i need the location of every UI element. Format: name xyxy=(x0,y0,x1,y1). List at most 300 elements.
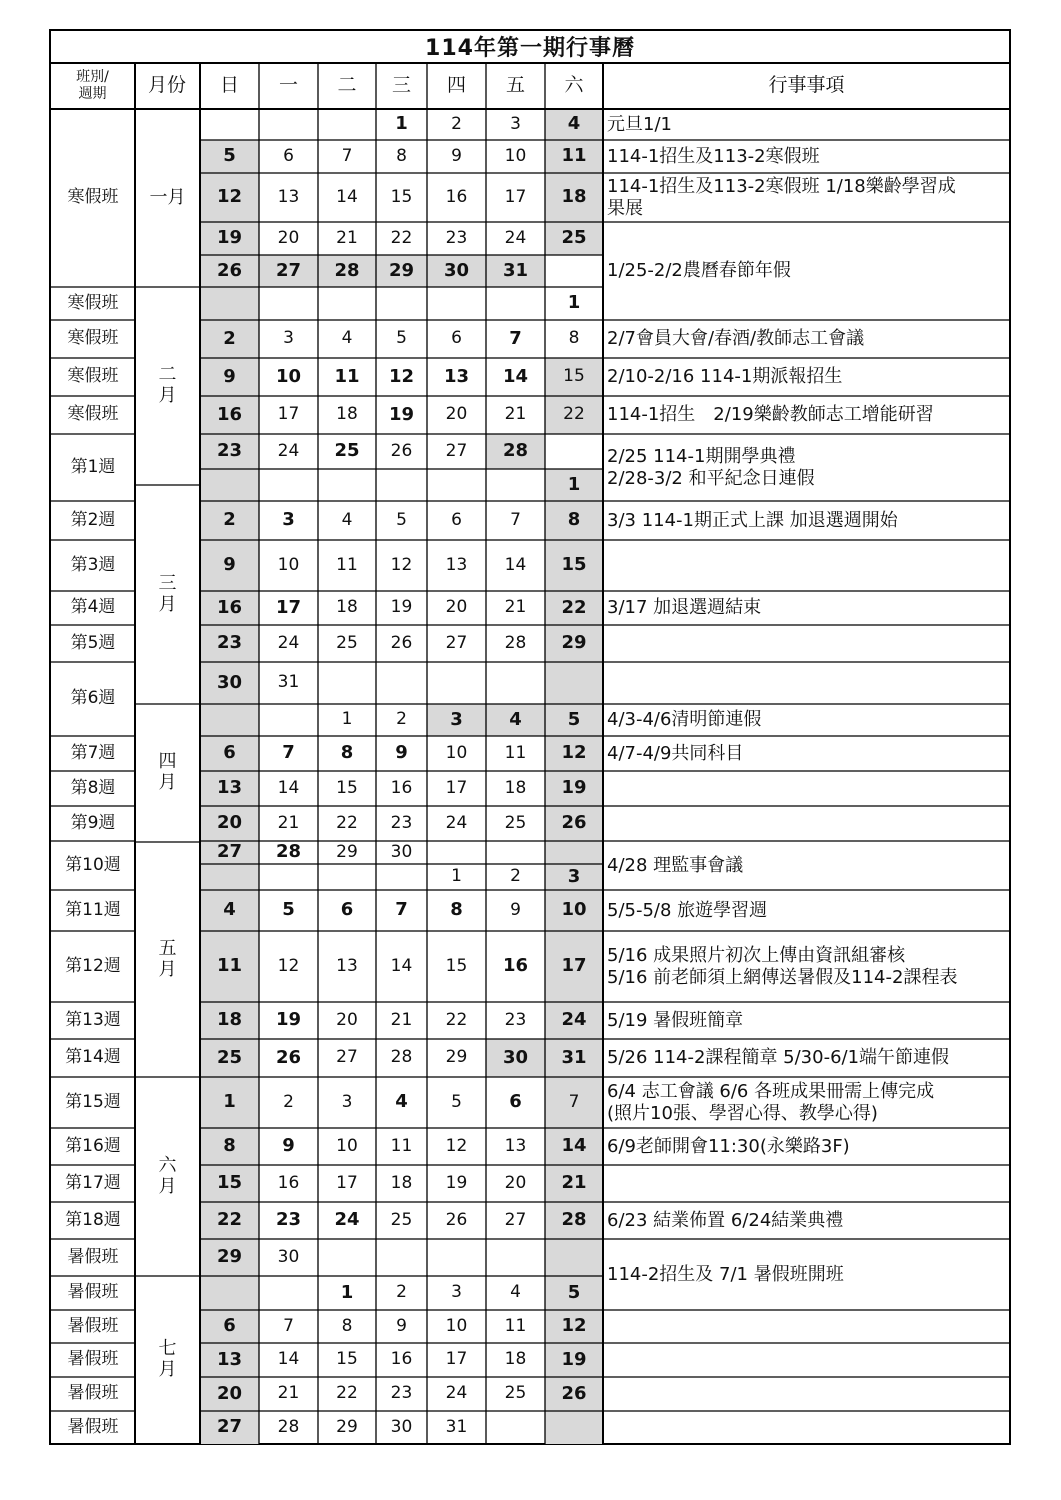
day-cell xyxy=(545,1411,603,1444)
day-cell xyxy=(318,109,376,140)
event-cell xyxy=(603,841,1010,890)
day-cell: 12 xyxy=(445,1135,468,1156)
day-cell: 7 xyxy=(510,509,521,530)
day-cell: 24 xyxy=(277,632,300,653)
day-cell xyxy=(200,864,259,890)
event-cell xyxy=(603,320,1010,358)
header-events: 行事事項 xyxy=(768,74,845,97)
day-cell: 6 xyxy=(451,328,462,349)
day-cell: 4 xyxy=(545,109,603,140)
day-cell: 3 xyxy=(341,1091,353,1112)
day-cell: 9 xyxy=(200,358,259,396)
day-cell: 11 xyxy=(390,1135,413,1156)
day-cell: 9 xyxy=(510,899,521,920)
event-cell xyxy=(603,222,1010,320)
event-cell xyxy=(603,591,1010,625)
day-cell: 4 xyxy=(395,1091,408,1113)
event-line: 5/26 114-2課程簡章 5/30-6/1端午節連假 xyxy=(607,1047,950,1068)
day-cell: 27 xyxy=(445,632,468,653)
day-cell: 1 xyxy=(395,113,408,135)
day-cell: 8 xyxy=(341,1315,353,1336)
day-cell: 16 xyxy=(390,777,413,798)
day-cell: 28 xyxy=(390,1047,413,1068)
day-cell: 17 xyxy=(336,1172,358,1193)
day-cell xyxy=(318,864,376,890)
day-cell: 29 xyxy=(376,255,427,287)
day-cell: 21 xyxy=(277,812,300,833)
event-line: 5/19 暑假班簡章 xyxy=(607,1009,744,1031)
event-line: 3/3 114-1期正式上課 加退選週開始 xyxy=(607,509,898,531)
day-cell: 3 xyxy=(427,704,486,736)
day-cell: 8 xyxy=(450,899,463,921)
day-cell: 5 xyxy=(545,704,603,736)
day-cell: 5 xyxy=(200,140,259,173)
day-cell: 28 xyxy=(275,841,302,863)
month-label xyxy=(135,287,200,485)
day-cell: 23 xyxy=(275,1209,302,1231)
day-cell xyxy=(486,1239,545,1276)
event-cell xyxy=(603,540,1010,591)
month-char: 月 xyxy=(158,1175,177,1197)
day-cell: 10 xyxy=(336,1135,358,1156)
day-cell: 9 xyxy=(200,540,259,591)
day-cell: 28 xyxy=(277,1416,300,1437)
day-cell: 26 xyxy=(390,632,413,653)
month-char: 三 xyxy=(158,572,177,594)
day-cell: 27 xyxy=(259,255,318,287)
day-cell: 14 xyxy=(504,554,527,575)
week-label: 第10週 xyxy=(65,854,121,875)
day-cell: 18 xyxy=(390,1172,413,1193)
day-cell: 3 xyxy=(510,113,521,134)
day-cell: 13 xyxy=(200,771,259,806)
event-line: 6/9老師開會11:30(永樂路3F) xyxy=(607,1135,850,1157)
week-label: 第6週 xyxy=(70,688,116,709)
month-label: 一月 xyxy=(149,186,186,208)
day-cell: 13 xyxy=(504,1135,527,1156)
day-cell: 18 xyxy=(336,597,358,618)
week-label: 第7週 xyxy=(70,742,116,763)
day-cell xyxy=(427,662,486,704)
week-label: 寒假班 xyxy=(67,366,119,387)
event-line: 果展 xyxy=(607,197,643,219)
day-cell xyxy=(318,1239,376,1276)
day-cell: 30 xyxy=(486,1039,545,1077)
day-cell xyxy=(259,864,318,890)
event-line: (照片10張、學習心得、教學心得) xyxy=(607,1102,878,1124)
day-cell: 23 xyxy=(390,1383,413,1404)
month-label xyxy=(135,485,200,704)
event-line: 6/4 志工會議 6/6 各班成果冊需上傳完成 xyxy=(607,1080,935,1102)
day-cell: 26 xyxy=(545,806,603,841)
day-cell: 23 xyxy=(390,812,413,833)
day-cell: 22 xyxy=(545,591,603,625)
day-cell: 21 xyxy=(336,227,358,248)
day-cell: 24 xyxy=(445,812,468,833)
day-cell: 11 xyxy=(504,742,527,763)
day-cell: 20 xyxy=(277,227,300,248)
day-cell: 22 xyxy=(545,396,603,434)
month-label xyxy=(135,1276,200,1444)
day-cell: 31 xyxy=(486,255,545,287)
day-cell xyxy=(376,662,427,704)
month-char: 月 xyxy=(158,958,177,980)
event-cell xyxy=(603,1202,1010,1239)
day-cell: 16 xyxy=(502,955,529,977)
event-cell xyxy=(603,501,1010,540)
day-cell: 22 xyxy=(445,1009,468,1030)
week-label: 第16週 xyxy=(65,1135,121,1156)
day-cell: 19 xyxy=(388,403,415,425)
day-cell: 12 xyxy=(390,554,413,575)
day-cell: 7 xyxy=(545,1077,603,1128)
day-cell: 1 xyxy=(200,1077,259,1128)
day-cell: 2 xyxy=(396,1282,407,1303)
day-cell: 12 xyxy=(388,365,415,387)
day-cell: 2 xyxy=(510,866,521,887)
day-cell: 22 xyxy=(336,812,358,833)
day-cell: 25 xyxy=(334,440,360,462)
header-day-4: 四 xyxy=(446,74,466,97)
header-day-6: 六 xyxy=(564,74,584,97)
event-cell xyxy=(603,396,1010,434)
day-cell: 17 xyxy=(277,404,300,425)
day-cell xyxy=(427,1239,486,1276)
event-cell xyxy=(603,173,1010,222)
event-cell xyxy=(603,358,1010,396)
day-cell xyxy=(486,469,545,501)
event-cell xyxy=(603,1077,1010,1128)
event-line: 4/7-4/9共同科目 xyxy=(607,742,744,764)
week-label: 暑假班 xyxy=(67,1315,119,1336)
week-label: 寒假班 xyxy=(67,404,119,425)
day-cell: 23 xyxy=(504,1009,527,1030)
day-cell: 15 xyxy=(336,777,358,798)
week-label: 寒假班 xyxy=(67,292,119,313)
day-cell: 24 xyxy=(445,1383,468,1404)
day-cell: 19 xyxy=(200,222,259,255)
day-cell: 14 xyxy=(277,777,300,798)
day-cell: 20 xyxy=(200,1377,259,1411)
day-cell: 26 xyxy=(390,440,413,461)
day-cell: 5 xyxy=(451,1091,462,1112)
day-cell: 11 xyxy=(200,931,259,1002)
day-cell xyxy=(545,841,603,864)
month-char: 月 xyxy=(158,1359,177,1380)
day-cell xyxy=(318,469,376,501)
week-label: 第12週 xyxy=(65,955,121,976)
day-cell: 15 xyxy=(336,1349,358,1370)
day-cell: 3 xyxy=(282,509,295,531)
day-cell: 1 xyxy=(567,292,581,314)
day-cell: 4 xyxy=(341,328,353,349)
day-cell: 14 xyxy=(390,955,413,976)
day-cell: 25 xyxy=(200,1039,259,1077)
header-class-week xyxy=(51,63,134,109)
day-cell: 7 xyxy=(283,1315,294,1336)
event-line: 元旦1/1 xyxy=(607,113,672,135)
day-cell: 20 xyxy=(504,1172,527,1193)
day-cell: 21 xyxy=(390,1009,413,1030)
day-cell: 3 xyxy=(451,1282,462,1303)
day-cell: 18 xyxy=(545,173,603,222)
day-cell: 10 xyxy=(545,890,603,931)
day-cell xyxy=(200,469,259,501)
day-cell: 25 xyxy=(545,222,603,255)
day-cell: 9 xyxy=(451,145,462,166)
day-cell: 1 xyxy=(451,866,462,887)
day-cell: 18 xyxy=(200,1002,259,1039)
day-cell: 9 xyxy=(396,1315,407,1336)
day-cell: 29 xyxy=(336,841,358,862)
day-cell: 28 xyxy=(486,434,545,469)
day-cell: 7 xyxy=(341,145,353,166)
month-char: 月 xyxy=(158,593,177,615)
event-cell xyxy=(603,1239,1010,1310)
week-label: 第17週 xyxy=(65,1172,121,1193)
event-cell xyxy=(603,1128,1010,1165)
day-cell: 15 xyxy=(200,1165,259,1202)
event-line: 2/7會員大會/春酒/教師志工會議 xyxy=(607,328,865,349)
event-cell xyxy=(603,109,1010,140)
day-cell: 11 xyxy=(334,365,360,387)
day-cell: 16 xyxy=(445,186,468,207)
event-line: 5/16 前老師須上網傳送暑假及114-2課程表 xyxy=(607,966,958,988)
day-cell xyxy=(200,704,259,736)
month-char: 月 xyxy=(158,385,177,406)
day-cell: 28 xyxy=(545,1202,603,1239)
day-cell xyxy=(486,287,545,320)
day-cell: 19 xyxy=(545,771,603,806)
day-cell: 30 xyxy=(200,662,259,704)
day-cell: 30 xyxy=(427,255,486,287)
day-cell: 8 xyxy=(200,1128,259,1165)
day-cell: 17 xyxy=(445,777,468,798)
day-cell: 28 xyxy=(504,632,527,653)
day-cell: 29 xyxy=(200,1239,259,1276)
day-cell: 13 xyxy=(200,1343,259,1377)
day-cell: 15 xyxy=(390,186,413,207)
day-cell: 15 xyxy=(545,358,603,396)
day-cell: 2 xyxy=(451,113,462,134)
day-cell: 20 xyxy=(445,404,468,425)
day-cell: 22 xyxy=(390,227,413,248)
event-line: 3/17 加退選週結束 xyxy=(607,597,762,618)
week-label: 寒假班 xyxy=(67,328,119,349)
day-cell: 13 xyxy=(445,554,468,575)
day-cell: 12 xyxy=(277,955,300,976)
day-cell: 3 xyxy=(283,328,294,349)
day-cell xyxy=(259,109,318,140)
event-line: 5/16 成果照片初次上傳由資訊組審核 xyxy=(607,944,906,966)
month-char: 七 xyxy=(158,1338,177,1360)
event-line: 114-1招生及113-2寒假班 xyxy=(607,145,820,167)
day-cell: 6 xyxy=(509,1091,522,1113)
week-label: 第2週 xyxy=(70,509,116,530)
month-char: 六 xyxy=(158,1154,177,1176)
day-cell xyxy=(200,287,259,320)
day-cell: 9 xyxy=(395,742,408,764)
month-char: 二 xyxy=(158,364,177,386)
header-week-label: 週期 xyxy=(78,86,107,102)
day-cell: 3 xyxy=(545,864,603,890)
day-cell: 7 xyxy=(282,742,295,764)
week-label: 暑假班 xyxy=(67,1383,119,1404)
month-label xyxy=(135,1077,200,1276)
day-cell xyxy=(376,287,427,320)
day-cell: 30 xyxy=(277,1246,300,1267)
day-cell: 21 xyxy=(277,1383,300,1404)
day-cell: 26 xyxy=(445,1209,468,1230)
day-cell: 23 xyxy=(200,434,259,469)
day-cell: 5 xyxy=(545,1276,603,1310)
day-cell: 2 xyxy=(396,709,407,730)
day-cell: 16 xyxy=(390,1349,413,1370)
day-cell: 10 xyxy=(277,554,300,575)
day-cell: 24 xyxy=(545,1002,603,1039)
day-cell: 5 xyxy=(282,899,295,921)
week-label: 第1週 xyxy=(70,456,116,477)
day-cell: 12 xyxy=(545,1310,603,1343)
event-cell xyxy=(603,625,1010,662)
day-cell: 4 xyxy=(486,704,545,736)
day-cell xyxy=(545,255,603,287)
day-cell: 21 xyxy=(545,1165,603,1202)
event-cell xyxy=(603,771,1010,806)
event-line: 5/5-5/8 旅遊學習週 xyxy=(607,899,768,921)
event-cell xyxy=(603,704,1010,736)
event-cell xyxy=(603,1310,1010,1343)
day-cell: 19 xyxy=(545,1343,603,1377)
day-cell: 23 xyxy=(200,625,259,662)
day-cell xyxy=(545,662,603,704)
day-cell: 2 xyxy=(200,501,259,540)
day-cell xyxy=(427,287,486,320)
day-cell: 19 xyxy=(390,597,413,618)
event-cell xyxy=(603,736,1010,771)
header-month: 月份 xyxy=(147,74,186,97)
day-cell: 18 xyxy=(504,777,527,798)
event-line: 114-2招生及 7/1 暑假班開班 xyxy=(607,1263,844,1285)
day-cell: 7 xyxy=(395,899,408,921)
day-cell: 30 xyxy=(390,841,413,862)
event-cell xyxy=(603,890,1010,931)
day-cell: 4 xyxy=(341,509,353,530)
day-cell: 15 xyxy=(445,955,468,976)
week-label: 第4週 xyxy=(70,597,116,618)
day-cell: 10 xyxy=(445,1315,468,1336)
day-cell: 23 xyxy=(445,227,468,248)
week-label: 第9週 xyxy=(70,812,116,833)
day-cell xyxy=(318,662,376,704)
day-cell: 25 xyxy=(504,1383,527,1404)
day-cell: 6 xyxy=(200,736,259,771)
day-cell xyxy=(200,109,259,140)
day-cell: 29 xyxy=(336,1416,358,1437)
day-cell xyxy=(545,1239,603,1276)
event-cell xyxy=(603,1165,1010,1202)
day-cell xyxy=(259,1276,318,1310)
day-cell: 26 xyxy=(275,1046,302,1068)
day-cell: 11 xyxy=(545,140,603,173)
week-label: 第8週 xyxy=(70,777,116,798)
day-cell: 4 xyxy=(510,1282,521,1303)
header-day-2: 二 xyxy=(337,74,357,97)
day-cell: 27 xyxy=(504,1209,527,1230)
event-line: 2/28-3/2 和平紀念日連假 xyxy=(607,467,815,489)
day-cell xyxy=(427,469,486,501)
day-cell: 15 xyxy=(545,540,603,591)
day-cell: 25 xyxy=(504,812,527,833)
month-char: 月 xyxy=(158,772,177,793)
day-cell: 16 xyxy=(200,591,259,625)
week-label: 第13週 xyxy=(65,1009,121,1030)
day-cell: 14 xyxy=(277,1349,300,1370)
week-label: 暑假班 xyxy=(67,1282,119,1303)
day-cell: 31 xyxy=(445,1416,468,1437)
day-cell: 20 xyxy=(445,597,468,618)
event-cell xyxy=(603,662,1010,704)
day-cell xyxy=(259,704,318,736)
day-cell: 17 xyxy=(504,186,527,207)
day-cell: 8 xyxy=(568,328,580,349)
day-cell: 13 xyxy=(336,955,358,976)
week-label: 暑假班 xyxy=(67,1416,119,1437)
event-line: 114-1招生 2/19樂齡教師志工增能研習 xyxy=(607,404,934,425)
event-line: 6/23 結業佈置 6/24結業典禮 xyxy=(607,1209,844,1231)
day-cell xyxy=(376,864,427,890)
day-cell: 25 xyxy=(336,632,358,653)
week-label: 第11週 xyxy=(65,899,121,920)
day-cell: 14 xyxy=(502,365,529,387)
day-cell: 8 xyxy=(396,145,407,166)
day-cell xyxy=(486,1411,545,1444)
event-cell xyxy=(603,1002,1010,1039)
day-cell: 20 xyxy=(200,806,259,841)
event-line: 1/25-2/2農曆春節年假 xyxy=(607,260,791,281)
day-cell: 27 xyxy=(200,1411,259,1444)
day-cell: 10 xyxy=(445,742,468,763)
month-char: 四 xyxy=(158,751,177,773)
day-cell: 24 xyxy=(277,440,300,461)
event-cell xyxy=(603,434,1010,501)
day-cell: 29 xyxy=(545,625,603,662)
event-line: 4/28 理監事會議 xyxy=(607,854,744,876)
day-cell xyxy=(427,841,486,864)
event-cell xyxy=(603,140,1010,173)
day-cell xyxy=(200,1276,259,1310)
week-label: 第3週 xyxy=(70,554,116,575)
day-cell xyxy=(545,434,603,469)
day-cell xyxy=(376,469,427,501)
day-cell: 4 xyxy=(200,890,259,931)
day-cell xyxy=(376,1239,427,1276)
day-cell: 10 xyxy=(504,145,527,166)
day-cell: 11 xyxy=(504,1315,527,1336)
day-cell: 28 xyxy=(318,255,376,287)
day-cell xyxy=(259,469,318,501)
day-cell: 25 xyxy=(390,1209,413,1230)
month-label xyxy=(135,704,200,842)
day-cell: 5 xyxy=(396,509,407,530)
day-cell: 19 xyxy=(275,1009,302,1031)
day-cell: 8 xyxy=(545,501,603,540)
day-cell: 1 xyxy=(340,1281,354,1303)
day-cell: 1 xyxy=(545,469,603,501)
day-cell: 13 xyxy=(443,365,470,387)
day-cell: 12 xyxy=(545,736,603,771)
event-line: 4/3-4/6清明節連假 xyxy=(607,709,762,730)
